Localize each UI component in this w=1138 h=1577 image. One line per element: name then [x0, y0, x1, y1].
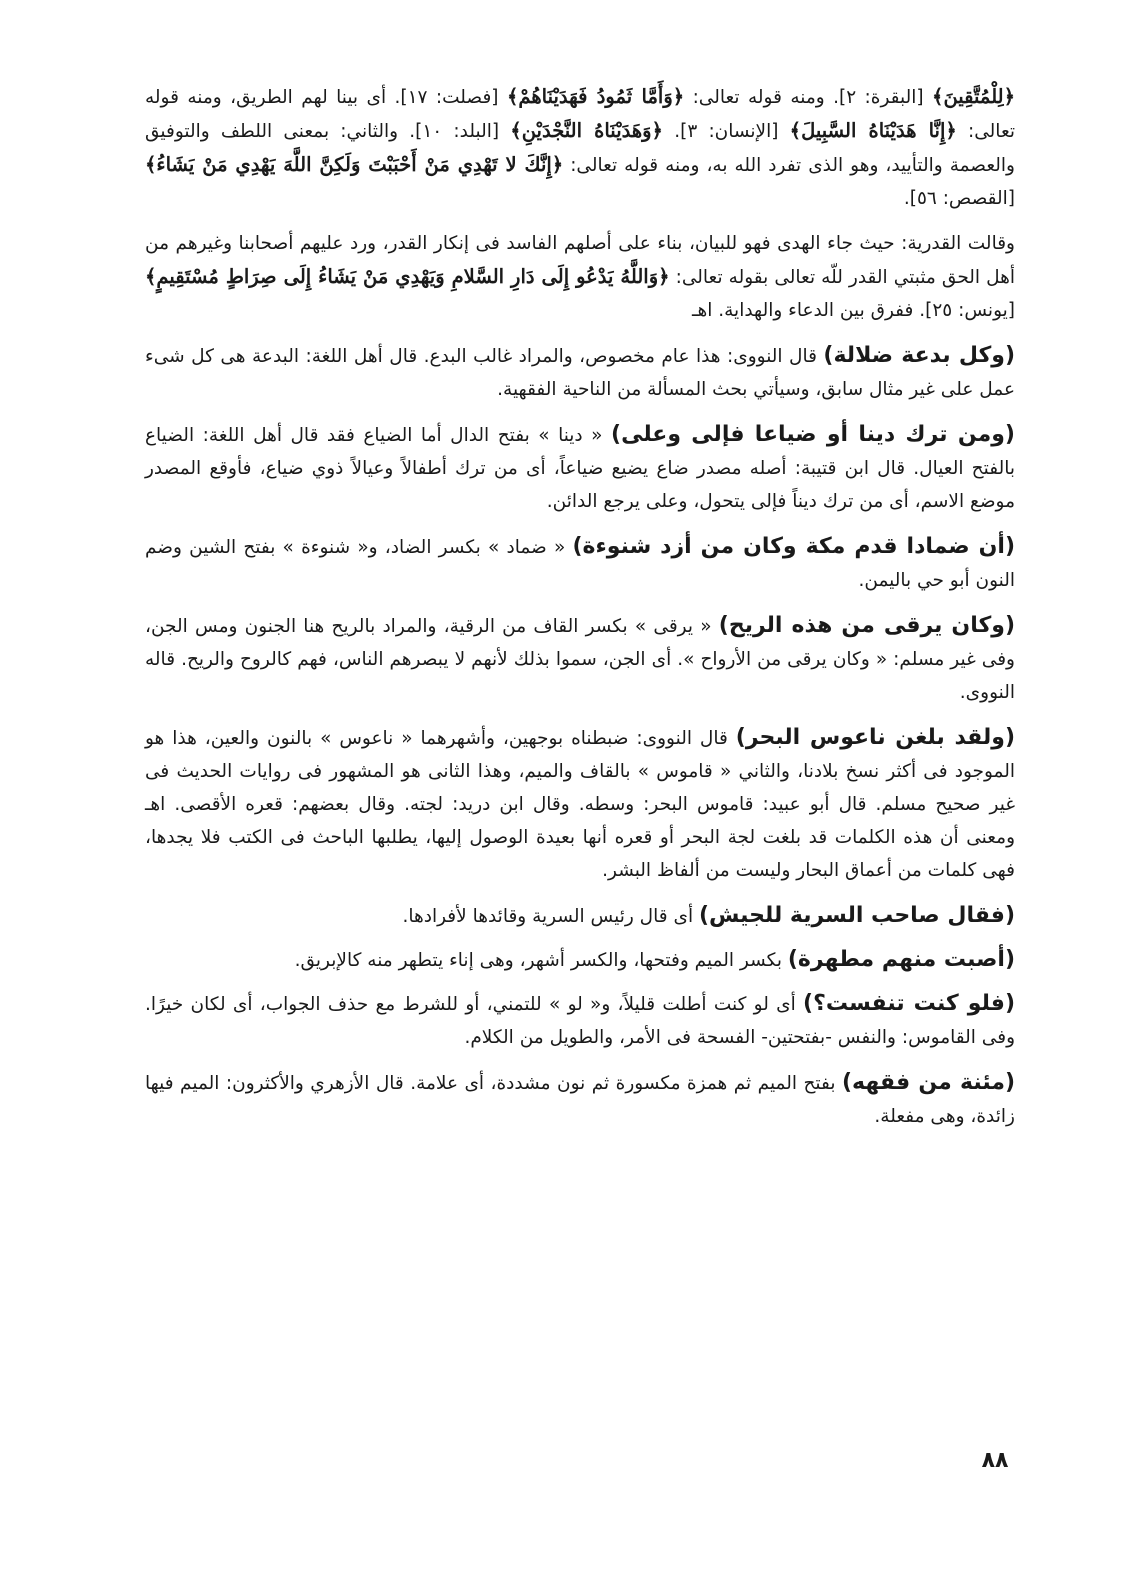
paragraph-1 — [145, 80, 1015, 215]
body-text: بفتح الميم ثم همزة مكسورة ثم نون مشددة، أى علامة. قال الأزهري والأكثرون: الميم فيها زائدة، وهى مفعلة. — [145, 1073, 1015, 1127]
quran-verse: ﴿إِنَّكَ لا تَهْدِي مَنْ أَحْبَبْتَ وَلَكِنَّ اللَّهَ يَهْدِي مَنْ يَشَاءُ﴾ — [145, 153, 564, 176]
quran-verse: ﴿وَهَدَيْنَاهُ النَّجْدَيْنِ﴾ — [510, 119, 663, 142]
paragraph-11 — [145, 1066, 1015, 1133]
paragraph-3 — [145, 339, 1015, 406]
paragraph-2 — [145, 227, 1015, 327]
body-text: « يرقى » بكسر القاف من الرقية، والمراد بالريح هنا الجنون ومس الجن، وفى غير مسلم: « وكان يرقى من الأرواح ». أى الجن، سموا بذلك لأنهم لا يبصرهم الناس، فهم كالروح والريح. قاله النووى. — [145, 616, 1015, 703]
body-text: « دينا » بفتح الدال أما الضياع فقد قال أهل اللغة: الضياع بالفتح العيال. قال ابن قتيبة: أصله مصدر ضاع يضيع ضياعاً، أى من ترك أطفالاً وعيالاً ذوي ضياع، فأوقع المصدر موضع الاسم، أى من ترك ديناً فإلى يتحول، وعلى يرجع الدائن. — [145, 425, 1015, 512]
body-text: [القصص: ٥٦]. — [903, 188, 1015, 209]
paragraph-9 — [145, 943, 1015, 977]
paragraph-8 — [145, 899, 1015, 933]
body-text: [يونس: ٢٥]. ففرق بين الدعاء والهداية. اهـ — [692, 300, 1015, 321]
body-text: أى لو كنت أطلت قليلاً، و« لو » للتمني، أو للشرط مع حذف الجواب، أى لكان خيرًا. وفى القاموس: والنفس -بفتحتين- الفسحة فى الأمر، والطويل من الكلام. — [145, 994, 1015, 1048]
body-text: [البقرة: ٢]. ومنه قوله تعالى: — [684, 87, 933, 108]
body-text: وقالت القدرية: حيث جاء الهدى فهو للبيان، بناء على أصلهم الفاسد فى إنكار القدر، ورد عليهم أصحابنا وغيرهم من أهل الحق مثبتي القدر للّه تعالى بقوله تعالى: — [145, 233, 1015, 288]
body-text: [فصلت: ١٧]. أى بينا لهم الطريق، ومنه قوله تعالى: — [145, 87, 1016, 142]
lemma-heading: (أصبت منهم مطهرة) — [787, 947, 1015, 972]
paragraph-7 — [145, 721, 1015, 887]
paragraph-6 — [145, 609, 1015, 709]
lemma-heading: (ومن ترك دينا أو ضياعا فإلى وعلى) — [611, 422, 1015, 447]
quran-verse: ﴿وَأَمَّا ثَمُودُ فَهَدَيْنَاهُمْ﴾ — [506, 85, 685, 108]
quran-verse: ﴿وَاللَّهُ يَدْعُو إِلَى دَارِ السَّلامِ وَيَهْدِي مَنْ يَشَاءُ إِلَى صِرَاطٍ مُسْتَقِيمٍ﴾ — [145, 265, 670, 288]
paragraph-5 — [145, 530, 1015, 597]
document-page — [145, 80, 1015, 1145]
body-text: بكسر الميم وفتحها، والكسر أشهر، وهى إناء يتطهر منه كالإبريق. — [294, 950, 788, 971]
lemma-heading: (أن ضمادا قدم مكة وكان من أزد شنوءة) — [572, 534, 1015, 559]
paragraph-10 — [145, 987, 1015, 1054]
quran-verse: ﴿إِنَّا هَدَيْنَاهُ السَّبِيلَ﴾ — [789, 119, 957, 142]
lemma-heading: (وكل بدعة ضلالة) — [823, 343, 1015, 368]
lemma-heading: (مئنة من فقهه) — [841, 1070, 1016, 1095]
body-text: قال النووى: هذا عام مخصوص، والمراد غالب البدع. قال أهل اللغة: البدعة هى كل شىء عمل على غير مثال سابق، وسيأتي بحث المسألة من الناحية الفقهية. — [145, 346, 1015, 400]
body-text: قال النووى: ضبطناه بوجهين، وأشهرهما « ناعوس » بالنون والعين، هذا هو الموجود فى أكثر نسخ بلادنا، والثاني « قاموس » بالقاف والميم، وهذا الثانى هو المشهور فى روايات الحديث فى غير صحيح مسلم. قال أبو عبيد: قاموس البحر: وسطه. وقال ابن دريد: لجته. وقال بعضهم: قعره الأقصى. اهـ ومعنى أن هذه الكلمات قد بلغت لجة البحر أو قعره أنها بعيدة الوصول إليها، يطلبها الباحث فى الكتب فلا يجدها، فهى كلمات من أعماق البحار وليست من ألفاظ البشر. — [145, 728, 1015, 881]
lemma-heading: (فقال صاحب السرية للجيش) — [699, 903, 1015, 928]
paragraph-4 — [145, 418, 1015, 518]
page-number: ٨٨ — [981, 1448, 1009, 1473]
lemma-heading: (فلو كنت تنفست؟) — [803, 991, 1016, 1016]
body-text: أى قال رئيس السرية وقائدها لأفرادها. — [402, 906, 699, 927]
lemma-heading: (ولقد بلغن ناعوس البحر) — [735, 725, 1016, 750]
quran-verse: ﴿لِلْمُتَّقِينَ﴾ — [932, 85, 1016, 108]
body-text: « ضماد » بكسر الضاد، و« شنوءة » بفتح الشين وضم النون أبو حي باليمن. — [145, 537, 1015, 591]
lemma-heading: (وكان يرقى من هذه الريح) — [718, 613, 1015, 638]
body-text: [البلد: ١٠]. والثاني: بمعنى اللطف والتوفيق والعصمة والتأييد، وهو الذى تفرد الله به، ومنه قوله تعالى: — [145, 121, 1015, 176]
body-text: [الإنسان: ٣]. — [663, 121, 790, 142]
